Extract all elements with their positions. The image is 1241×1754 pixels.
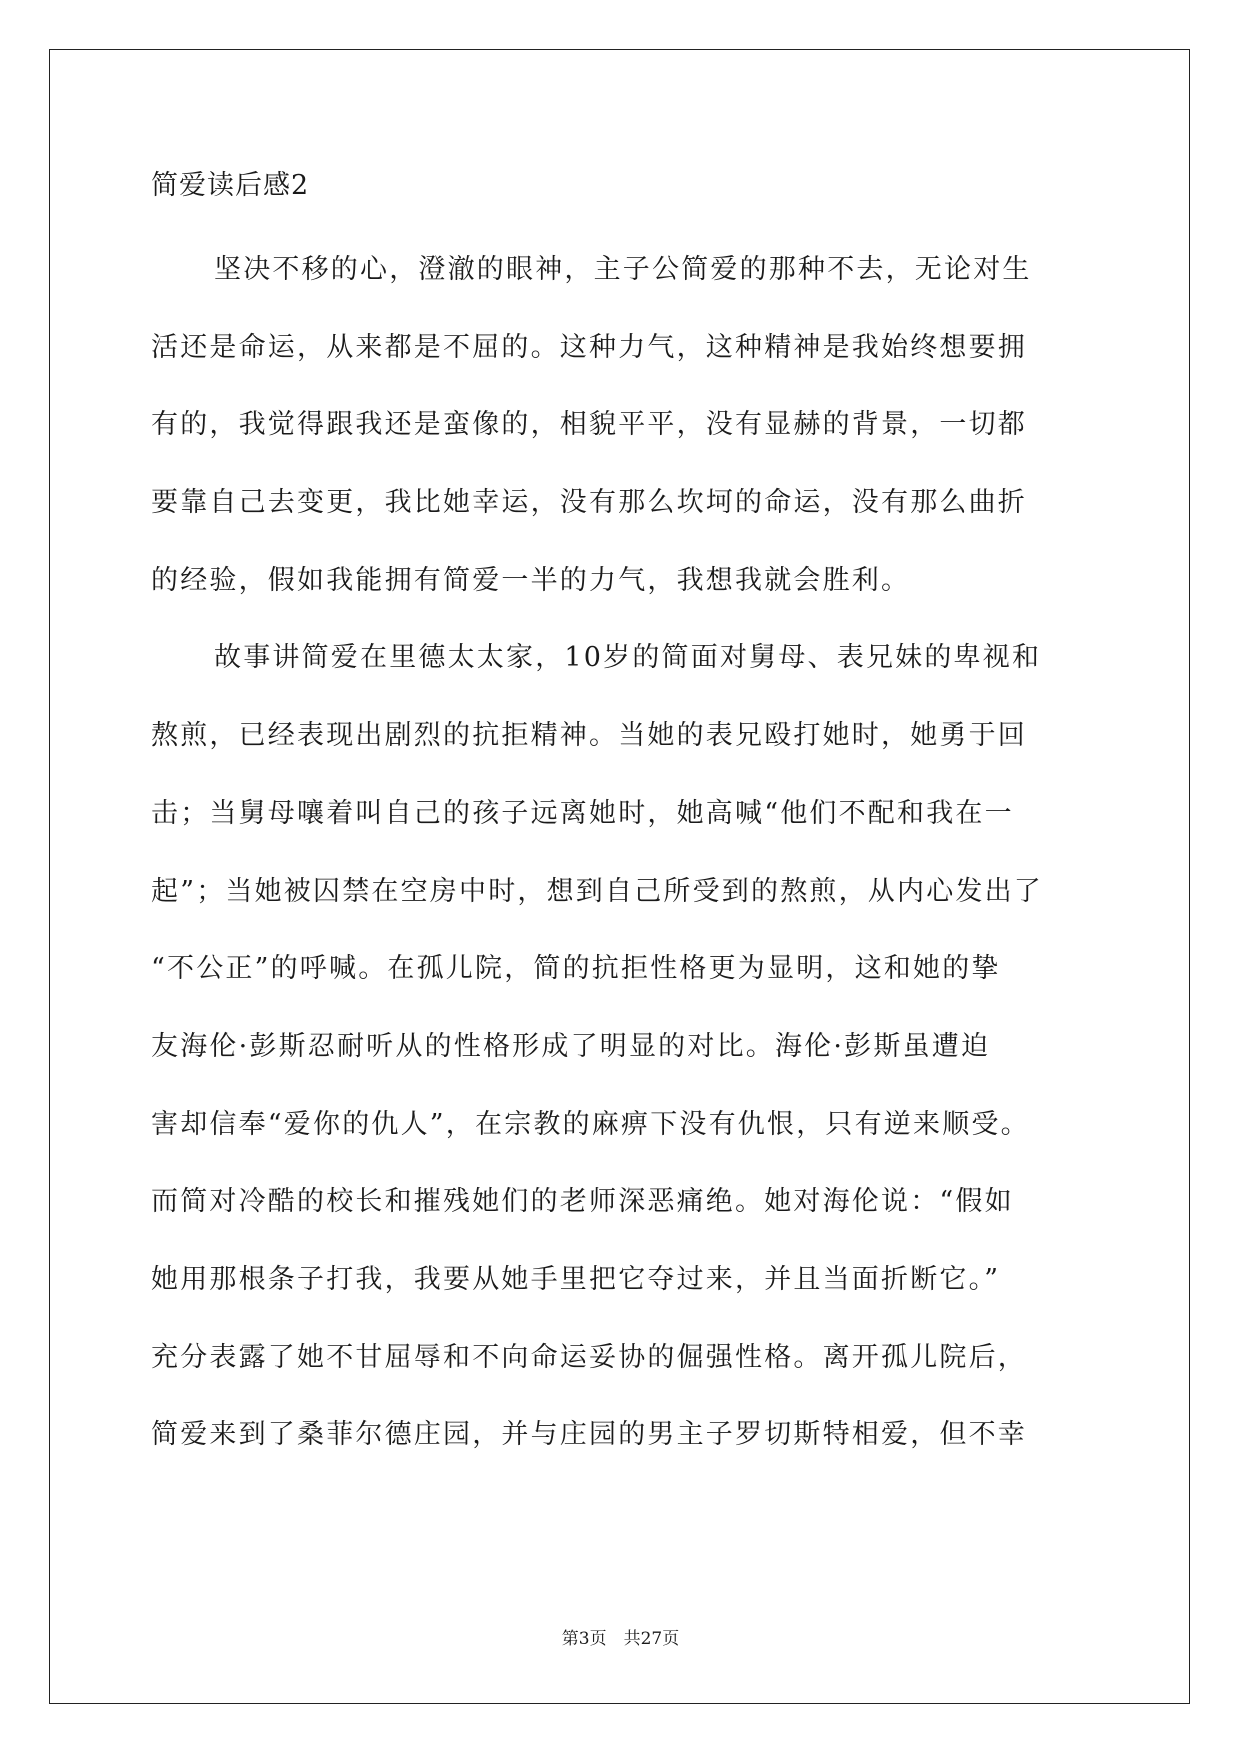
- text-line: 有的，我觉得跟我还是蛮像的，相貌平平，没有显赫的背景，一切都: [151, 409, 1027, 441]
- text-line: 而简对冷酷的校长和摧残她们的老师深恶痛绝。她对海伦说：“假如: [151, 1186, 1014, 1218]
- text-line: 的经验，假如我能拥有简爱一半的力气，我想我就会胜利。: [151, 564, 911, 596]
- text-line: 害却信奉“爱你的仇人”，在宗教的麻痹下没有仇恨，只有逆来顺受。: [151, 1108, 1030, 1140]
- text-line: 要靠自己去变更，我比她幸运，没有那么坎坷的命运，没有那么曲折: [151, 487, 1027, 519]
- document-title: 简爱读后感2: [151, 170, 310, 201]
- text-line: 熬煎，已经表现出剧烈的抗拒精神。当她的表兄殴打她时，她勇于回: [151, 720, 1027, 752]
- text-line: 故事讲简爱在里德太太家，10岁的简面对舅母、表兄妹的卑视和: [214, 642, 1042, 674]
- text-line: 她用那根条子打我，我要从她手里把它夺过来，并且当面折断它。”: [151, 1263, 1001, 1295]
- text-line: 充分表露了她不甘屈辱和不向命运妥协的倔强性格。离开孤儿院后，: [151, 1341, 1027, 1373]
- text-line: 活还是命运，从来都是不屈的。这种力气，这种精神是我始终想要拥: [151, 331, 1027, 363]
- document-body: [151, 252, 1091, 1495]
- text-line: 击；当舅母嚷着叫自己的孩子远离她时，她高喊“他们不配和我在一: [151, 797, 1014, 829]
- text-line: 坚决不移的心，澄澈的眼神，主子公简爱的那种不去，无论对生: [214, 254, 1032, 285]
- text-line: 简爱来到了桑菲尔德庄园，并与庄园的男主子罗切斯特相爱，但不幸: [151, 1419, 1027, 1451]
- page-number: 第3页 共27页: [561, 1629, 680, 1649]
- text-line: 友海伦·彭斯忍耐听从的性格形成了明显的对比。海伦·彭斯虽遭迫: [151, 1030, 991, 1062]
- text-line: “不公正”的呼喊。在孤儿院，简的抗拒性格更为显明，这和她的挚: [151, 953, 1001, 985]
- text-line: 起”；当她被囚禁在空房中时，想到自己所受到的熬煎，从内心发出了: [151, 875, 1044, 907]
